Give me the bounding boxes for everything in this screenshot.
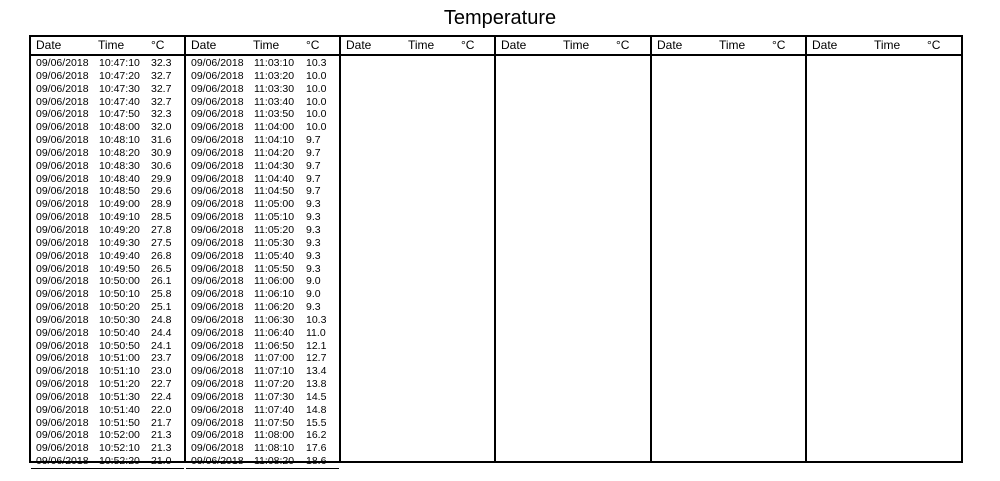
cell-temperature: 26.1 xyxy=(151,275,172,288)
table-row xyxy=(31,365,184,378)
table-row xyxy=(31,108,184,121)
cell-date: 09/06/2018 xyxy=(191,429,244,442)
cell-date: 09/06/2018 xyxy=(191,403,244,416)
header-time: Time xyxy=(98,38,125,52)
cell-temperature: 23.7 xyxy=(151,352,172,365)
cell-temperature: 24.8 xyxy=(151,313,172,326)
cell-time: 11:06:10 xyxy=(254,288,295,301)
table-row xyxy=(186,108,339,121)
cell-temperature: 32.7 xyxy=(151,82,172,95)
cell-temperature: 10.0 xyxy=(306,82,327,95)
cell-date: 09/06/2018 xyxy=(36,301,89,314)
cell-date: 09/06/2018 xyxy=(36,378,89,391)
cell-date: 09/06/2018 xyxy=(191,172,244,185)
cell-temperature: 9.0 xyxy=(306,275,321,288)
cell-date: 09/06/2018 xyxy=(36,69,89,82)
cell-time: 10:51:40 xyxy=(99,403,140,416)
header-date: Date xyxy=(346,38,372,52)
column-header xyxy=(496,37,650,56)
cell-temperature: 9.3 xyxy=(306,198,321,211)
header-unit: °C xyxy=(772,38,786,52)
table-row xyxy=(186,147,339,160)
cell-time: 11:05:00 xyxy=(254,198,295,211)
cell-date: 09/06/2018 xyxy=(191,275,244,288)
cell-time: 10:47:50 xyxy=(99,108,140,121)
rows xyxy=(496,56,650,57)
cell-time: 11:07:50 xyxy=(254,416,295,429)
cell-temperature: 10.0 xyxy=(306,95,327,108)
cell-date: 09/06/2018 xyxy=(36,57,89,69)
cell-time: 10:50:50 xyxy=(99,339,140,352)
cell-date: 09/06/2018 xyxy=(191,82,244,95)
table-row xyxy=(186,185,339,198)
header-time: Time xyxy=(408,38,435,52)
cell-temperature: 24.4 xyxy=(151,326,172,339)
header-unit: °C xyxy=(927,38,941,52)
table-row xyxy=(186,378,339,391)
cell-temperature: 9.3 xyxy=(306,262,321,275)
cell-temperature: 14.5 xyxy=(306,390,327,403)
table-row xyxy=(31,301,184,314)
cell-time: 11:06:50 xyxy=(254,339,295,352)
table-row xyxy=(186,288,339,301)
cell-time: 10:51:50 xyxy=(99,416,140,429)
cell-date: 09/06/2018 xyxy=(36,146,89,159)
table-row xyxy=(186,160,339,173)
cell-time: 10:51:10 xyxy=(99,365,140,378)
cell-temperature: 14.8 xyxy=(306,403,327,416)
header-date: Date xyxy=(501,38,527,52)
cell-temperature: 22.0 xyxy=(151,403,172,416)
cell-date: 09/06/2018 xyxy=(191,326,244,339)
column-group-2 xyxy=(186,37,341,468)
header-unit: °C xyxy=(461,38,475,52)
cell-temperature: 26.5 xyxy=(151,262,172,275)
cell-temperature: 9.7 xyxy=(306,185,321,198)
cell-date: 09/06/2018 xyxy=(36,249,89,262)
column-header xyxy=(341,37,494,56)
cell-time: 10:47:20 xyxy=(99,69,140,82)
cell-temperature: 30.9 xyxy=(151,146,172,159)
cell-date: 09/06/2018 xyxy=(191,262,244,275)
rows xyxy=(31,56,184,469)
table-row xyxy=(31,352,184,365)
cell-time: 10:48:40 xyxy=(99,172,140,185)
cell-temperature: 9.7 xyxy=(306,146,321,159)
cell-date: 09/06/2018 xyxy=(191,455,244,468)
header-unit: °C xyxy=(151,38,165,52)
cell-time: 10:48:10 xyxy=(99,134,140,147)
header-unit: °C xyxy=(306,38,320,52)
table-row xyxy=(186,83,339,96)
cell-time: 11:06:00 xyxy=(254,275,295,288)
header-date: Date xyxy=(36,38,62,52)
cell-temperature: 9.3 xyxy=(306,211,321,224)
table-row xyxy=(31,404,184,417)
cell-time: 11:07:10 xyxy=(254,365,295,378)
table-row xyxy=(31,275,184,288)
table-row xyxy=(31,70,184,83)
cell-date: 09/06/2018 xyxy=(191,301,244,314)
cell-time: 10:49:20 xyxy=(99,223,140,236)
table-row xyxy=(186,340,339,353)
table-row xyxy=(31,160,184,173)
cell-date: 09/06/2018 xyxy=(191,442,244,455)
cell-date: 09/06/2018 xyxy=(36,236,89,249)
cell-temperature: 12.7 xyxy=(306,352,327,365)
table-row xyxy=(186,263,339,276)
cell-date: 09/06/2018 xyxy=(191,365,244,378)
cell-date: 09/06/2018 xyxy=(36,95,89,108)
cell-date: 09/06/2018 xyxy=(191,288,244,301)
cell-time: 11:08:20 xyxy=(254,455,295,468)
cell-time: 10:52:20 xyxy=(99,455,140,468)
cell-date: 09/06/2018 xyxy=(36,185,89,198)
column-header xyxy=(186,37,339,56)
table-row xyxy=(31,391,184,404)
table-row xyxy=(186,173,339,186)
column-group-4 xyxy=(496,37,652,461)
cell-date: 09/06/2018 xyxy=(36,275,89,288)
table-row xyxy=(31,340,184,353)
cell-time: 11:03:40 xyxy=(254,95,295,108)
cell-time: 10:51:30 xyxy=(99,390,140,403)
cell-time: 10:49:00 xyxy=(99,198,140,211)
cell-temperature: 27.5 xyxy=(151,236,172,249)
table-row xyxy=(186,121,339,134)
cell-time: 11:04:20 xyxy=(254,146,295,159)
cell-date: 09/06/2018 xyxy=(191,198,244,211)
cell-temperature: 9.7 xyxy=(306,159,321,172)
rows xyxy=(186,56,339,469)
cell-date: 09/06/2018 xyxy=(191,69,244,82)
cell-temperature: 32.3 xyxy=(151,108,172,121)
cell-time: 11:05:20 xyxy=(254,223,295,236)
table-row xyxy=(186,237,339,250)
table-row xyxy=(186,327,339,340)
cell-temperature: 18.6 xyxy=(306,455,327,468)
cell-time: 11:04:30 xyxy=(254,159,295,172)
cell-temperature: 9.0 xyxy=(306,288,321,301)
cell-time: 10:50:00 xyxy=(99,275,140,288)
cell-temperature: 27.8 xyxy=(151,223,172,236)
cell-time: 10:49:40 xyxy=(99,249,140,262)
cell-temperature: 25.1 xyxy=(151,301,172,314)
cell-temperature: 23.0 xyxy=(151,365,172,378)
cell-temperature: 9.7 xyxy=(306,134,321,147)
table-row xyxy=(31,455,184,469)
cell-time: 11:04:00 xyxy=(254,121,295,134)
cell-temperature: 11.0 xyxy=(306,326,326,339)
cell-time: 10:51:00 xyxy=(99,352,140,365)
cell-time: 11:05:30 xyxy=(254,236,295,249)
column-header xyxy=(807,37,961,56)
cell-temperature: 22.4 xyxy=(151,390,172,403)
cell-date: 09/06/2018 xyxy=(191,146,244,159)
cell-time: 10:48:50 xyxy=(99,185,140,198)
header-time: Time xyxy=(719,38,746,52)
cell-temperature: 9.3 xyxy=(306,249,321,262)
cell-temperature: 10.0 xyxy=(306,69,327,82)
cell-time: 11:04:10 xyxy=(254,134,295,147)
cell-time: 11:03:20 xyxy=(254,69,295,82)
cell-time: 10:51:20 xyxy=(99,378,140,391)
cell-date: 09/06/2018 xyxy=(191,134,244,147)
cell-temperature: 12.1 xyxy=(306,339,327,352)
cell-temperature: 21.3 xyxy=(151,442,172,455)
cell-temperature: 10.3 xyxy=(306,313,327,326)
cell-date: 09/06/2018 xyxy=(36,108,89,121)
cell-temperature: 32.7 xyxy=(151,69,172,82)
cell-temperature: 28.9 xyxy=(151,198,172,211)
cell-date: 09/06/2018 xyxy=(36,416,89,429)
cell-temperature: 32.7 xyxy=(151,95,172,108)
cell-date: 09/06/2018 xyxy=(191,339,244,352)
cell-date: 09/06/2018 xyxy=(36,134,89,147)
table-row xyxy=(31,57,184,70)
temperature-table xyxy=(29,35,963,468)
cell-date: 09/06/2018 xyxy=(191,108,244,121)
cell-date: 09/06/2018 xyxy=(36,288,89,301)
cell-temperature: 13.4 xyxy=(306,365,327,378)
column-group-1 xyxy=(31,37,186,468)
cell-temperature: 10.3 xyxy=(306,57,327,69)
column-header xyxy=(31,37,184,56)
table-row xyxy=(31,237,184,250)
cell-time: 10:50:40 xyxy=(99,326,140,339)
table-row xyxy=(31,134,184,147)
cell-temperature: 29.6 xyxy=(151,185,172,198)
cell-date: 09/06/2018 xyxy=(191,211,244,224)
table-row xyxy=(31,314,184,327)
cell-date: 09/06/2018 xyxy=(191,57,244,69)
cell-time: 10:47:40 xyxy=(99,95,140,108)
cell-date: 09/06/2018 xyxy=(36,403,89,416)
cell-date: 09/06/2018 xyxy=(191,121,244,134)
column-header xyxy=(652,37,805,56)
table-row xyxy=(186,70,339,83)
header-time: Time xyxy=(253,38,280,52)
cell-time: 11:07:00 xyxy=(254,352,295,365)
table-row xyxy=(31,250,184,263)
cell-time: 11:08:10 xyxy=(254,442,295,455)
cell-date: 09/06/2018 xyxy=(191,378,244,391)
cell-temperature: 29.9 xyxy=(151,172,172,185)
cell-temperature: 21.0 xyxy=(151,455,172,468)
table-row xyxy=(31,327,184,340)
cell-date: 09/06/2018 xyxy=(36,198,89,211)
table-row xyxy=(186,352,339,365)
table-row xyxy=(31,288,184,301)
cell-date: 09/06/2018 xyxy=(191,185,244,198)
table-row xyxy=(31,417,184,430)
cell-time: 11:05:40 xyxy=(254,249,295,262)
table-row xyxy=(186,224,339,237)
cell-date: 09/06/2018 xyxy=(36,339,89,352)
cell-date: 09/06/2018 xyxy=(191,313,244,326)
cell-temperature: 25.8 xyxy=(151,288,172,301)
table-row xyxy=(186,198,339,211)
cell-date: 09/06/2018 xyxy=(36,121,89,134)
cell-temperature: 16.2 xyxy=(306,429,327,442)
table-row xyxy=(31,198,184,211)
cell-temperature: 9.3 xyxy=(306,236,321,249)
table-row xyxy=(31,263,184,276)
cell-time: 11:06:20 xyxy=(254,301,295,314)
cell-date: 09/06/2018 xyxy=(191,390,244,403)
table-row xyxy=(186,57,339,70)
cell-date: 09/06/2018 xyxy=(36,211,89,224)
table-row xyxy=(186,391,339,404)
cell-date: 09/06/2018 xyxy=(36,172,89,185)
table-row xyxy=(186,314,339,327)
table-row xyxy=(186,211,339,224)
cell-time: 11:05:50 xyxy=(254,262,295,275)
header-unit: °C xyxy=(616,38,630,52)
table-row xyxy=(186,442,339,455)
cell-time: 11:08:00 xyxy=(254,429,295,442)
cell-date: 09/06/2018 xyxy=(191,95,244,108)
table-row xyxy=(186,134,339,147)
cell-date: 09/06/2018 xyxy=(191,416,244,429)
cell-date: 09/06/2018 xyxy=(36,429,89,442)
cell-date: 09/06/2018 xyxy=(36,159,89,172)
cell-temperature: 31.6 xyxy=(151,134,172,147)
table-row xyxy=(31,211,184,224)
cell-time: 10:47:10 xyxy=(99,57,140,69)
cell-date: 09/06/2018 xyxy=(191,223,244,236)
table-row xyxy=(186,455,339,469)
cell-time: 10:50:20 xyxy=(99,301,140,314)
table-row xyxy=(31,185,184,198)
cell-time: 11:07:30 xyxy=(254,390,295,403)
cell-temperature: 17.6 xyxy=(306,442,327,455)
cell-time: 11:04:40 xyxy=(254,172,295,185)
cell-temperature: 9.7 xyxy=(306,172,321,185)
table-row xyxy=(186,301,339,314)
table-row xyxy=(186,417,339,430)
cell-time: 11:03:50 xyxy=(254,108,295,121)
cell-time: 10:50:10 xyxy=(99,288,140,301)
cell-temperature: 9.3 xyxy=(306,223,321,236)
cell-date: 09/06/2018 xyxy=(36,223,89,236)
cell-date: 09/06/2018 xyxy=(36,390,89,403)
cell-time: 11:04:50 xyxy=(254,185,295,198)
cell-temperature: 21.7 xyxy=(151,416,172,429)
cell-date: 09/06/2018 xyxy=(36,262,89,275)
table-row xyxy=(31,96,184,109)
cell-time: 10:48:00 xyxy=(99,121,140,134)
page-title: Temperature xyxy=(443,7,557,29)
cell-time: 11:03:30 xyxy=(254,82,295,95)
table-row xyxy=(186,404,339,417)
cell-temperature: 10.0 xyxy=(306,108,327,121)
table-row xyxy=(31,442,184,455)
cell-date: 09/06/2018 xyxy=(191,249,244,262)
cell-time: 10:47:30 xyxy=(99,82,140,95)
cell-time: 11:03:10 xyxy=(254,57,295,69)
table-row xyxy=(31,429,184,442)
column-group-3 xyxy=(341,37,496,461)
rows xyxy=(652,56,805,57)
cell-time: 10:48:20 xyxy=(99,146,140,159)
cell-temperature: 24.1 xyxy=(151,339,172,352)
table-row xyxy=(186,96,339,109)
cell-date: 09/06/2018 xyxy=(191,159,244,172)
header-date: Date xyxy=(812,38,838,52)
column-group-6 xyxy=(807,37,961,461)
table-row xyxy=(31,147,184,160)
cell-temperature: 32.0 xyxy=(151,121,172,134)
cell-time: 10:52:10 xyxy=(99,442,140,455)
cell-time: 10:50:30 xyxy=(99,313,140,326)
table-row xyxy=(31,173,184,186)
cell-time: 10:49:50 xyxy=(99,262,140,275)
cell-time: 11:06:30 xyxy=(254,313,295,326)
cell-date: 09/06/2018 xyxy=(36,442,89,455)
header-time: Time xyxy=(563,38,590,52)
cell-temperature: 32.3 xyxy=(151,57,172,69)
table-row xyxy=(31,121,184,134)
cell-date: 09/06/2018 xyxy=(36,365,89,378)
header-time: Time xyxy=(874,38,901,52)
cell-date: 09/06/2018 xyxy=(36,313,89,326)
cell-date: 09/06/2018 xyxy=(36,455,89,468)
cell-temperature: 10.0 xyxy=(306,121,327,134)
cell-time: 11:07:20 xyxy=(254,378,295,391)
header-date: Date xyxy=(191,38,217,52)
cell-date: 09/06/2018 xyxy=(191,236,244,249)
cell-date: 09/06/2018 xyxy=(36,352,89,365)
cell-time: 11:06:40 xyxy=(254,326,295,339)
cell-date: 09/06/2018 xyxy=(36,82,89,95)
table-row xyxy=(186,275,339,288)
table-row xyxy=(31,224,184,237)
cell-temperature: 22.7 xyxy=(151,378,172,391)
table-row xyxy=(31,83,184,96)
cell-temperature: 28.5 xyxy=(151,211,172,224)
cell-temperature: 30.6 xyxy=(151,159,172,172)
cell-date: 09/06/2018 xyxy=(191,352,244,365)
cell-time: 10:52:00 xyxy=(99,429,140,442)
rows xyxy=(341,56,494,57)
table-row xyxy=(186,429,339,442)
rows xyxy=(807,56,961,57)
cell-temperature: 26.8 xyxy=(151,249,172,262)
cell-time: 10:49:30 xyxy=(99,236,140,249)
cell-time: 11:05:10 xyxy=(254,211,295,224)
cell-temperature: 9.3 xyxy=(306,301,321,314)
cell-temperature: 21.3 xyxy=(151,429,172,442)
cell-date: 09/06/2018 xyxy=(36,326,89,339)
table-row xyxy=(186,250,339,263)
cell-time: 10:48:30 xyxy=(99,159,140,172)
table-row xyxy=(186,365,339,378)
cell-temperature: 13.8 xyxy=(306,378,327,391)
table-row xyxy=(31,378,184,391)
header-date: Date xyxy=(657,38,683,52)
cell-time: 11:07:40 xyxy=(254,403,295,416)
cell-temperature: 15.5 xyxy=(306,416,327,429)
column-group-5 xyxy=(652,37,807,461)
cell-time: 10:49:10 xyxy=(99,211,140,224)
